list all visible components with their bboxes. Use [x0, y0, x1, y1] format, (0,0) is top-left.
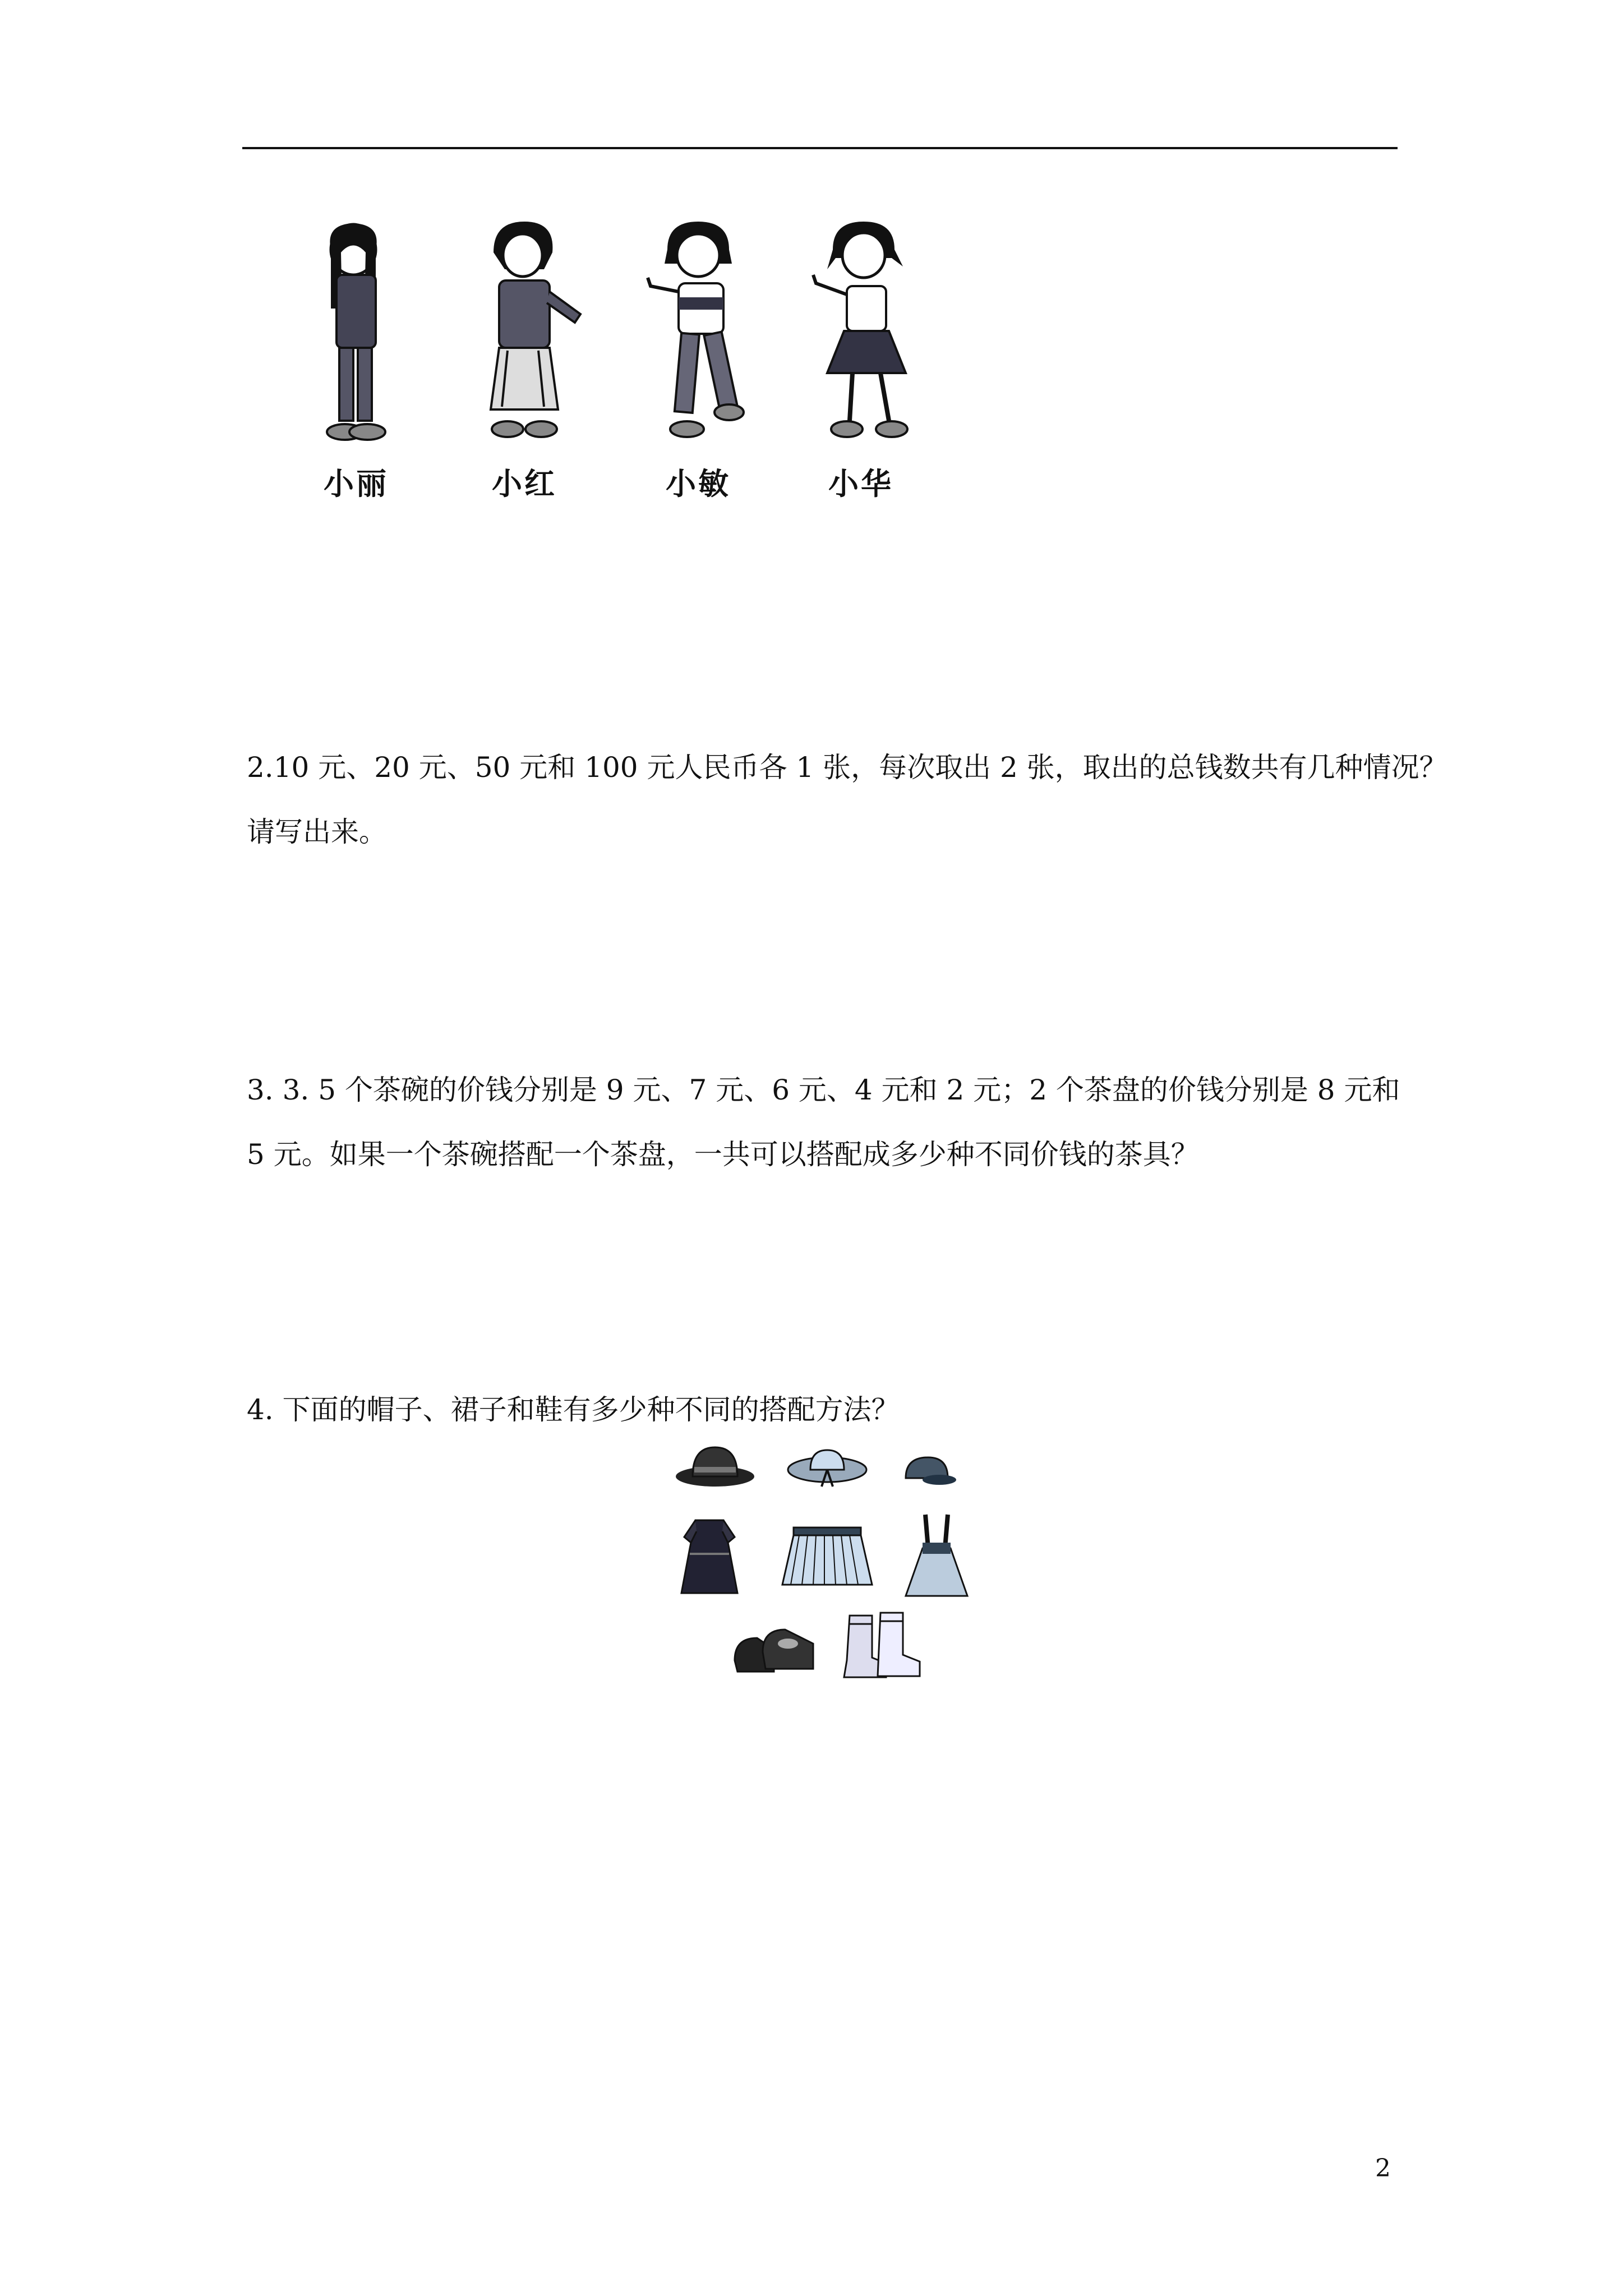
name-label: 小华	[828, 466, 893, 501]
question-2-line-2: 请写出来。	[247, 816, 387, 848]
girls-figure	[292, 219, 965, 510]
girl-xiaohua-illustration	[796, 219, 925, 454]
page-number: 2	[1375, 2154, 1391, 2183]
question-4-line-1: 4. 下面的帽子、裙子和鞋有多少种不同的搭配方法？	[247, 1393, 900, 1426]
boots-icon	[841, 1610, 925, 1683]
girl-xiaoli-illustration	[292, 219, 421, 454]
shoes-icon	[729, 1621, 819, 1683]
header-rule	[242, 147, 1398, 149]
sun-hat-icon	[785, 1444, 869, 1492]
question-3-line-1: 3. 3. 5 个茶碗的价钱分别是 9 元、7 元、6 元、4 元和 2 元；2 个茶盘的价钱分别是 8 元和	[247, 1074, 1400, 1106]
question-2-line-1: 2.10 元、20 元、50 元和 100 元人民币各 1 张，每次取出 2 张，取出的总钱数共有几种情况？	[247, 751, 1447, 784]
name-label: 小丽	[324, 466, 389, 501]
question-3-line-2: 5 元。如果一个茶碗搭配一个茶盘，一共可以搭配成多少种不同价钱的茶具？	[247, 1138, 1199, 1171]
hat-icon	[673, 1442, 757, 1492]
girl-xiaohong-illustration	[460, 219, 589, 454]
name-label: 小红	[492, 466, 557, 501]
girl-xiaomin-illustration	[634, 219, 763, 454]
cap-icon	[897, 1453, 959, 1489]
name-label: 小敏	[666, 466, 731, 501]
pleated-skirt-icon	[780, 1523, 875, 1590]
clothing-figure	[662, 1442, 1009, 1705]
dress-icon	[679, 1515, 740, 1599]
suspender-skirt-icon	[903, 1509, 970, 1604]
